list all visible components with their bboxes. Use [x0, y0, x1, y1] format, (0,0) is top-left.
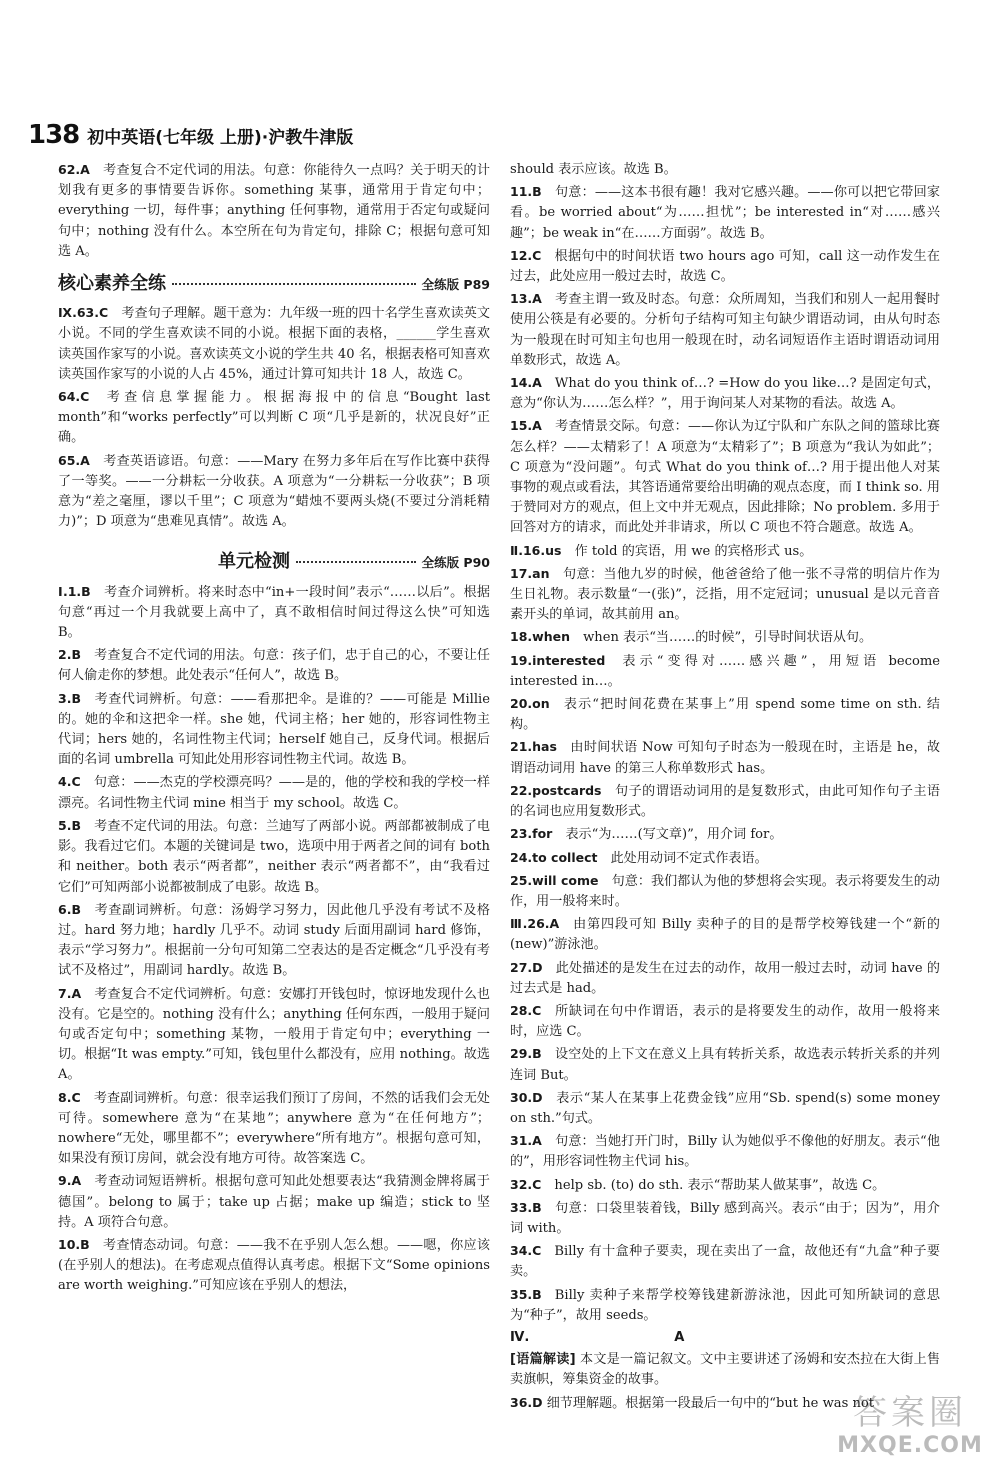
answer-number: 10.B	[58, 1236, 90, 1252]
section-page-ref: 全练版 P90	[421, 555, 490, 571]
answer-text: Billy 有十盒种子要卖，现在卖出了一盒，故他还有“九盒”种子要卖。	[510, 1244, 940, 1280]
passage-tag: [语篇解读]	[510, 1352, 576, 1368]
answer-number: Ⅸ.63.C	[58, 305, 109, 321]
answer-item	[510, 914, 940, 955]
answer-number: 17.an	[510, 565, 550, 581]
page-header	[28, 118, 508, 152]
answer-number: 13.A	[510, 291, 542, 307]
answer-text: 考查主谓一致及时态。句意：众所周知，当我们和别人一起用餐时使用公筷是有必要的。分析句子结构可知主句缺少谓语动词，由从句时态为一般现在时可知主句也用一般现在时，动名词短语作主语时谓语动词用单数形式，故选 A。	[510, 292, 940, 368]
answer-text: 作 told 的宾语，用 we 的宾格形式 us。	[574, 543, 813, 559]
answer-item	[510, 541, 940, 562]
answer-item	[58, 1171, 490, 1233]
answer-text: 表示“把时间花费在某事上”用 spend some time on sth. 结构。	[510, 697, 940, 733]
answer-item	[510, 160, 940, 180]
answer-text: 所缺词在句中作谓语，表示的是将要发生的动作，故用一般将来时，应选 C。	[510, 1003, 940, 1040]
answer-text: 考查复合不定代词的用法。句意：孩子们，忠于自己的心，不要让任何人偷走你的梦想。此处表示“任何人”，故选 B。	[58, 648, 490, 684]
answer-number: 5.B	[58, 817, 81, 833]
answer-text: 句意：口袋里装着钱，Billy 感到高兴。表示“由于；因为”，用介词 with。	[510, 1200, 940, 1236]
answer-text: 表示“为……(写文章)”，用介词 for。	[565, 827, 783, 843]
answer-number: 4.C	[58, 774, 81, 790]
answer-text: 此处描述的是发生在过去的动作，故用一般过去时，动词 have 的过去式是 had。	[510, 960, 940, 996]
answer-item	[58, 772, 490, 813]
answer-number: 9.A	[58, 1173, 82, 1189]
answer-text: 句意：我们都认为他的梦想将会实现。表示将要发生的动作，用一般将来时。	[510, 873, 941, 909]
answer-item	[510, 737, 940, 778]
answer-item	[58, 582, 490, 644]
answer-item	[58, 689, 490, 771]
answer-number: 11.B	[510, 184, 542, 200]
answer-text: 考查英语谚语。句意：——Mary 在努力多年后在写作比赛中获得了一等奖。——一分耕耘一分收获。A 项意为“一分耕耘一分收获”；B 项意为“差之毫厘，谬以千里”；C 项意为“蜡烛不要两头烧(不要过分消耗精力)”；D 项意为“患难见真情”。故选 A。	[58, 453, 490, 530]
answer-number: 8.C	[58, 1089, 81, 1105]
answer-number: 35.B	[510, 1286, 542, 1302]
answer-text: 考查副词辨析。句意：很幸运我们预订了房间，不然的话我们会无处可待。somewhere 意为“在某地”；anywhere 意为“在任何地方”；nowhere“无处，哪里都不”；everywhere“所有地方”。根据句意可知，如果没有预订房间，就会没有地方可待。故答案选 C。	[58, 1090, 490, 1167]
answer-number: 31.A	[510, 1133, 542, 1149]
answer-text: 考查副词辨析。句意：汤姆学习努力，因此他几乎没有考试不及格过。hard 努力地；hardly 几乎不。动词 study 后面用副词 hard 修饰，表示“学习努力”。根据前一分句可知第二空表达的是否定概念“几乎没有考试不及格过”，用副词 hardly。故选 B。	[58, 902, 490, 979]
answer-item	[510, 289, 940, 371]
answer-item	[510, 958, 940, 999]
answer-text: 句子的谓语动词用的是复数形式，由此可知作句子主语的名词也应用复数形式。	[510, 783, 940, 820]
answer-text: 句意：当她打开门时，Billy 认为她似乎不像他的好朋友。表示“他的”，用形容词性物主代词 his。	[510, 1134, 940, 1170]
answer-item	[58, 900, 490, 982]
watermark-logo	[830, 1393, 990, 1463]
passage-label: A	[674, 1329, 685, 1345]
answer-number: 29.B	[510, 1046, 542, 1062]
answer-number: 33.B	[510, 1199, 542, 1215]
section-heading-core	[58, 274, 490, 295]
answer-item	[510, 871, 940, 912]
answer-number: 14.A	[510, 375, 542, 391]
answer-number: 25.will come	[510, 872, 599, 888]
answer-text: 考查介词辨析。将来时态中“in+一段时间”表示“……以后”。根据句意“再过一个月我就要上高中了，真不敢相信时间过得这么快”可知选 B。	[58, 584, 491, 641]
answer-item	[510, 1044, 940, 1085]
watermark-text: 答案圈	[853, 1393, 967, 1433]
dot-leader	[172, 283, 416, 285]
answer-text: 考查复合不定代词辨析。句意：安娜打开钱包时，惊讶地发现什么也没有。它是空的。nothing 没有什么；anything 任何东西，一般用于疑问句或否定句中；something 某物，一般用于肯定句中；everything 一切。根据“It was empty.”可知，钱包里什么都没有，应用 nothing。故选 A。	[58, 986, 490, 1083]
answer-number: 15.A	[510, 418, 542, 434]
answer-number: 62.A	[58, 162, 90, 177]
section-title: 单元检测	[218, 551, 290, 573]
answer-text: 根据句中的时间状语 two hours ago 可知，call 这一动作发生在过去，此处应用一般过去时，故选 C。	[510, 248, 940, 285]
answer-number: 21.has	[510, 739, 557, 755]
answer-item	[510, 1131, 940, 1172]
answer-text: 细节理解题。根据第一段最后一句中的“but he was not	[546, 1395, 875, 1411]
answer-text: 考查情景交际。句意：——你认为辽宁队和广东队之间的篮球比赛怎么样？——太精彩了！A 项意为“太精彩了”；B 项意为“我认为如此”；C 项意为“没问题”。句式 What do you think of…? 用于提出他人对某事物的观点或看法，其答语通常要给出明确的观点态度，而 I think so. 用于赞同对方的观点，但上文中并无观点，因此排除；No problem. 多用于回答对方的请求，而此处并非请求，所以 C 项也不符合题意。故选 A。	[510, 419, 940, 536]
answer-text: 考查句子理解。题干意为：九年级一班的四十名学生喜欢读英文小说。不同的学生喜欢读不同的小说。根据下面的表格，______学生喜欢读英国作家写的小说。喜欢读英文小说的学生共 40 名，根据表格可知喜欢读英国作家写的小说的人占 45%，通过计算可知共计 18 人，故选 C。	[58, 306, 491, 382]
answer-item	[58, 645, 490, 686]
part-label: Ⅳ.	[510, 1329, 530, 1345]
answer-number: 18.when	[510, 629, 570, 645]
watermark-url: MXQE.COM	[837, 1433, 983, 1458]
answer-item	[58, 451, 490, 533]
answer-item	[510, 824, 940, 845]
answer-item	[510, 1088, 940, 1129]
answer-text: 设空处的上下文在意义上具有转折关系，故选表示转折关系的并列连词 But。	[510, 1047, 940, 1083]
answer-number: 32.C	[510, 1176, 542, 1192]
answer-number: 2.B	[58, 647, 81, 663]
answer-number: Ⅲ.26.A	[510, 916, 560, 932]
passage-summary-text: 本文是一篇记叙文。文中主要讲述了汤姆和安杰拉在大街上售卖旗帜，筹集资金的故事。	[510, 1352, 941, 1388]
section-page-ref: 全练版 P89	[421, 277, 490, 293]
part-four-heading	[510, 1328, 940, 1348]
answer-item	[58, 387, 490, 449]
answer-text: 考查复合不定代词的用法。句意：你能待久一点吗？关于明天的计划我有更多的事情要告诉你。something 某事，通常用于肯定句中；everything 一切，每件事；anything 任何事物，通常用于否定句或疑问句中；nothing 没有什么。本空所在句为肯定句，排除 C；根据句意可知选 A。	[58, 163, 490, 259]
answer-number: 28.C	[510, 1002, 542, 1018]
answer-item	[510, 1175, 940, 1196]
answer-text: 表示“变得对……感兴趣”，用短语 become interested in…。	[510, 653, 940, 689]
answer-text: 考查情态动词。句意：——我不在乎别人怎么想。——嗯，你应该(在乎别人的想法)。在考虑观点值得认真考虑。根据下文“Some opinions are worth weighing.”可知应该在乎别人的想法，	[58, 1237, 490, 1294]
answer-text: 考查动词短语辨析。根据句意可知此处想要表达“我猜测金牌将属于德国”。belong to 属于；take up 占据；make up 编造；stick to 坚持。A 项符合句意。	[58, 1174, 490, 1230]
answer-text: What do you think of…? =How do you like…? 是固定句式，意为“你认为……怎么样？”，用于询问某人对某物的看法。故选 A。	[510, 376, 940, 412]
answer-number: 7.A	[58, 985, 82, 1001]
answer-item	[510, 416, 940, 538]
answer-item	[510, 182, 940, 244]
answer-number: 24.to collect	[510, 849, 598, 865]
answer-number: 23.for	[510, 826, 553, 842]
answer-item	[510, 1001, 940, 1042]
answer-number: Ⅰ.1.B	[58, 583, 91, 599]
dot-leader	[296, 561, 416, 563]
answer-item	[58, 303, 490, 385]
answer-text: 句意：——杰克的学校漂亮吗？——是的，他的学校和我的学校一样漂亮。名词性物主代词 mine 相当于 my school。故选 C。	[58, 775, 490, 811]
left-column	[58, 160, 490, 1299]
answer-text: 考查代词辨析。句意：——看那把伞。是谁的？——可能是 Millie 的。她的伞和这把伞一样。she 她，代词主格；her 她的，形容词性物主代词；hers 她的，名词性物主代词；herself 她自己，反身代词。根据后面的名词 umbrella 可知此处用形容词性物主代词。故选 B。	[58, 691, 490, 768]
answer-item	[510, 1198, 940, 1239]
answer-item	[58, 1235, 490, 1297]
answer-number: 30.D	[510, 1089, 543, 1105]
answer-item	[58, 984, 490, 1086]
answer-text: 由第四段可知 Billy 卖种子的目的是帮学校筹钱建一个“新的(new)”游泳池。	[510, 917, 940, 953]
answer-number: 22.postcards	[510, 782, 602, 798]
answer-number: 34.C	[510, 1243, 542, 1259]
answer-item	[58, 160, 490, 262]
answer-text: should 表示应该。故选 B。	[510, 162, 677, 177]
answer-item	[510, 246, 940, 287]
answer-item	[510, 373, 940, 414]
answer-text: 表示“某人在某事上花费金钱”应用“Sb. spend(s) some money on sth.”句式。	[510, 1090, 940, 1126]
book-title: 初中英语(七年级 上册)·沪教牛津版	[87, 127, 354, 148]
passage-summary	[510, 1350, 940, 1390]
answer-text: when 表示“当……的时候”，引导时间状语从句。	[583, 630, 873, 646]
answer-number: 3.B	[58, 690, 81, 706]
answer-item	[510, 1241, 940, 1282]
answer-number: 20.on	[510, 696, 550, 712]
answer-number: 12.C	[510, 247, 542, 263]
answer-item	[510, 651, 940, 692]
answer-number: 65.A	[58, 452, 90, 468]
answer-item	[510, 848, 940, 869]
right-column	[510, 160, 940, 1416]
answer-number: 64.C	[58, 389, 90, 405]
section-title: 核心素养全练	[58, 273, 166, 295]
answer-text: Billy 卖种子来帮学校筹钱建新游泳池，因此可知所缺词的意思为“种子”，故用 seeds。	[510, 1287, 940, 1323]
answer-number: 19.interested	[510, 652, 606, 668]
answer-item	[510, 564, 940, 626]
answer-text: 考查不定代词的用法。句意：兰迪写了两部小说。两部都被制成了电影。我看过它们。本题的关键词是 two，选项中用于两者之间的词有 both 和 neither。both 表示“两者都”，neither 表示“两者都不”，由“我看过它们”可知两部小说都被制成了电影。故选 B。	[58, 818, 490, 895]
answer-number: 6.B	[58, 901, 81, 917]
answer-text: 句意：当他九岁的时候，他爸爸给了他一张不寻常的明信片作为生日礼物。表示数量“一(张)”，泛指，用不定冠词；unusual 是以元音音素开头的单词，故其前用 an。	[510, 566, 940, 623]
answer-item	[510, 781, 940, 822]
answer-item	[58, 816, 490, 898]
answer-text: 由时间状语 Now 可知句子时态为一般现在时，主语是 he，故谓语动词用 have 的第三人称单数形式 has。	[510, 740, 940, 776]
answer-text: 此处用动词不定式作表语。	[610, 850, 768, 866]
answer-number: 36.D	[510, 1394, 543, 1410]
answer-text: 考查信息掌握能力。根据海报中的信息“Bought last month”和“works perfectly”可以判断 C 项“几乎是新的，状况良好”正确。	[58, 390, 490, 446]
page-number: 138	[28, 120, 80, 150]
answer-text: 句意：——这本书很有趣！我对它感兴趣。——你可以把它带回家看。be worried about“为……担忧”；be interested in“对……感兴趣”；be weak in“在……方面弱”。故选 B。	[510, 185, 940, 241]
answer-item	[510, 694, 940, 735]
answer-item	[58, 1088, 490, 1170]
section-heading-unit-test	[58, 552, 490, 573]
answer-text: help sb. (to) do sth. 表示“帮助某人做某事”，故选 C。	[554, 1177, 886, 1193]
answer-item	[510, 1285, 940, 1326]
answer-number: Ⅱ.16.us	[510, 542, 562, 558]
answer-item	[510, 627, 940, 648]
answer-number: 27.D	[510, 959, 543, 975]
